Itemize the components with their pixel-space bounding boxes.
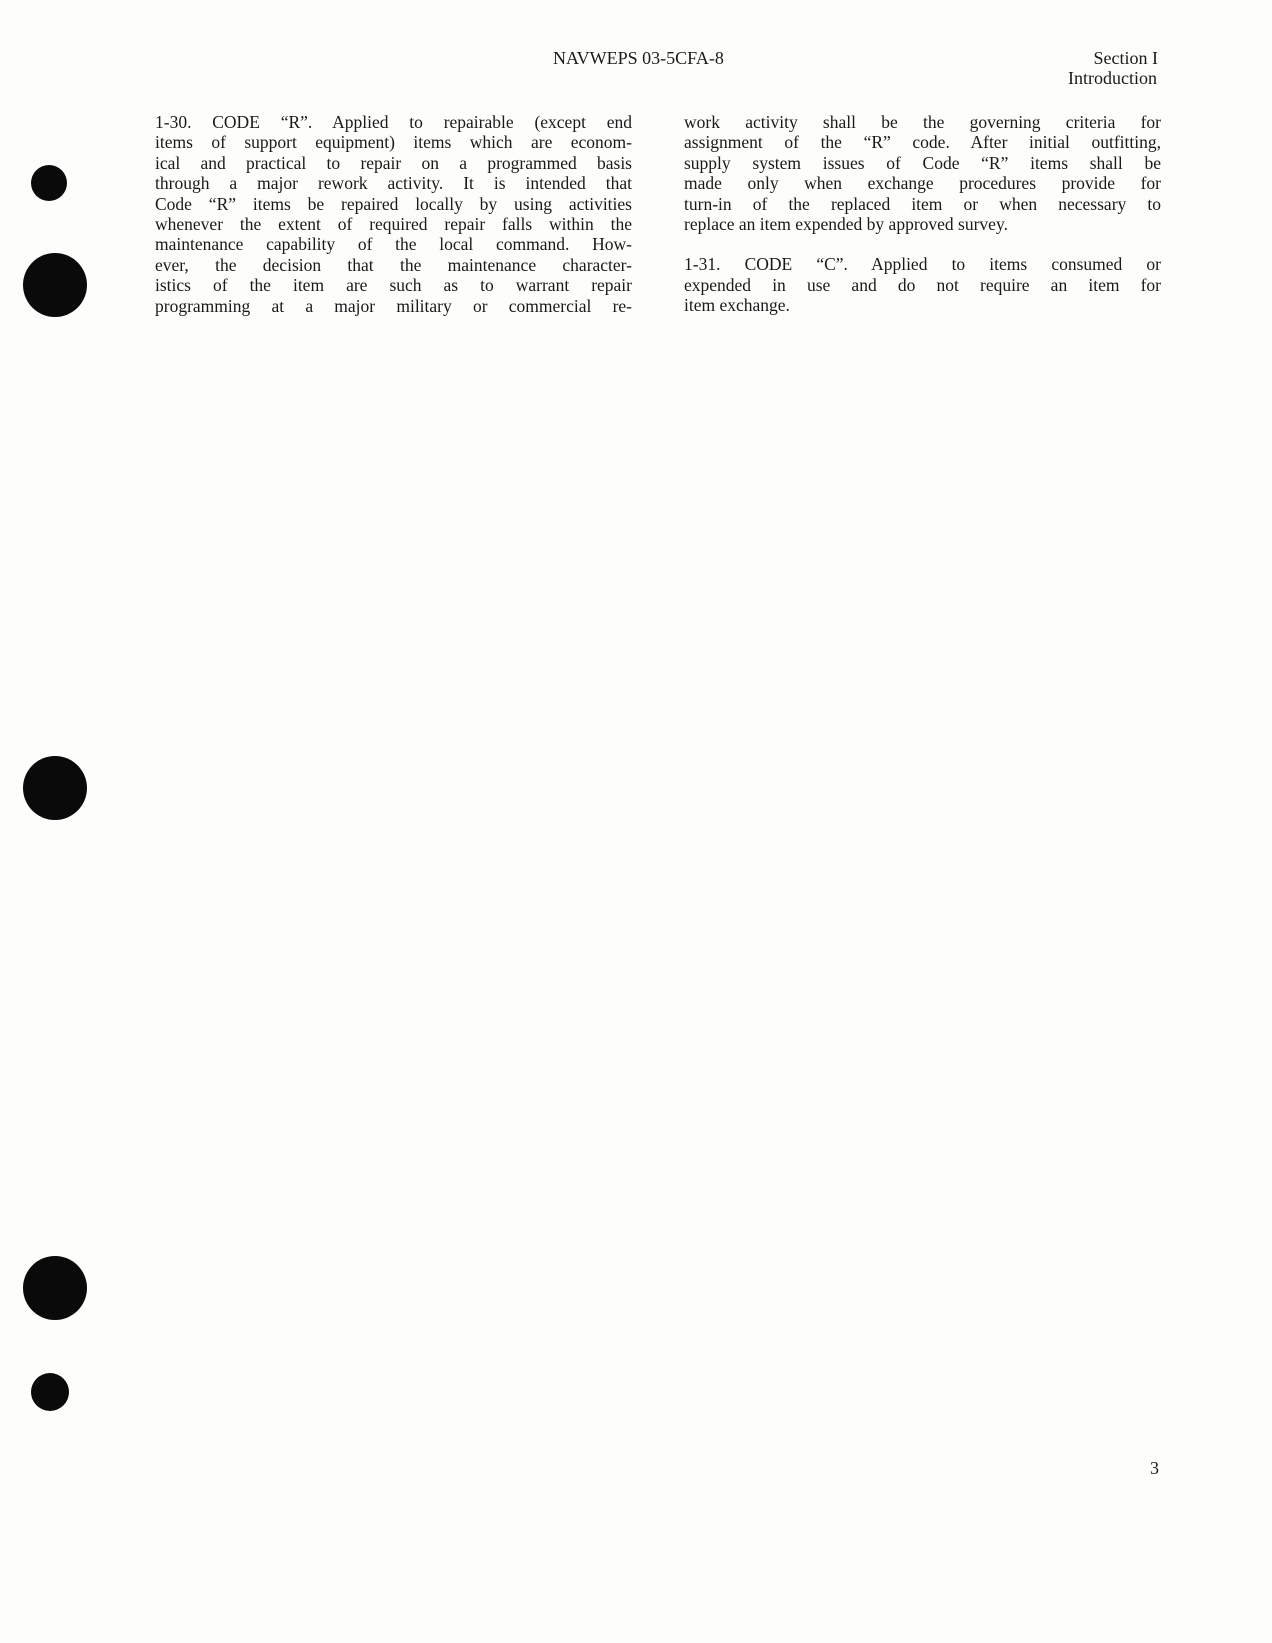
section-label: Section I <box>1093 48 1158 68</box>
punch-hole <box>31 1373 69 1411</box>
text-line: ever, the decision that the maintenance character- <box>155 254 632 275</box>
text-line: whenever the extent of required repair falls within the <box>155 213 632 234</box>
punch-hole <box>23 756 87 820</box>
paragraph-1-30-continued <box>684 112 1161 234</box>
section-title: Introduction <box>1068 68 1157 88</box>
punch-hole <box>31 165 67 201</box>
document-number: NAVWEPS 03-5CFA-8 <box>553 48 724 68</box>
paragraph-1-31 <box>684 254 1161 315</box>
text-line: expended in use and do not require an item for <box>684 274 1161 295</box>
text-line: supply system issues of Code “R” items shall be <box>684 152 1161 173</box>
text-line: assignment of the “R” code. After initial outfitting, <box>684 132 1161 153</box>
text-line: through a major rework activity. It is intended that <box>155 173 632 194</box>
text-line: work activity shall be the governing criteria for <box>684 112 1161 132</box>
text-line: made only when exchange procedures provide for <box>684 173 1161 194</box>
text-line: replace an item expended by approved survey. <box>684 213 1008 234</box>
text-line: turn-in of the replaced item or when necessary to <box>684 193 1161 214</box>
text-line: ical and practical to repair on a programmed basis <box>155 152 632 173</box>
text-line: istics of the item are such as to warrant repair <box>155 275 632 296</box>
text-line: 1-31. CODE “C”. Applied to items consumed or <box>684 254 1161 275</box>
punch-hole <box>23 253 87 317</box>
page-number: 3 <box>1150 1458 1159 1478</box>
text-line: item exchange. <box>684 295 790 316</box>
text-line: items of support equipment) items which are econom- <box>155 132 632 153</box>
text-line: Code “R” items be repaired locally by using activities <box>155 193 632 214</box>
text-line: 1-30. CODE “R”. Applied to repairable (except end <box>155 112 632 132</box>
text-line: maintenance capability of the local command. How- <box>155 234 632 255</box>
right-column <box>684 112 1161 336</box>
left-column <box>155 112 632 336</box>
punch-hole <box>23 1256 87 1320</box>
paragraph-1-30 <box>155 112 632 316</box>
text-line: programming at a major military or commercial re- <box>155 295 632 316</box>
